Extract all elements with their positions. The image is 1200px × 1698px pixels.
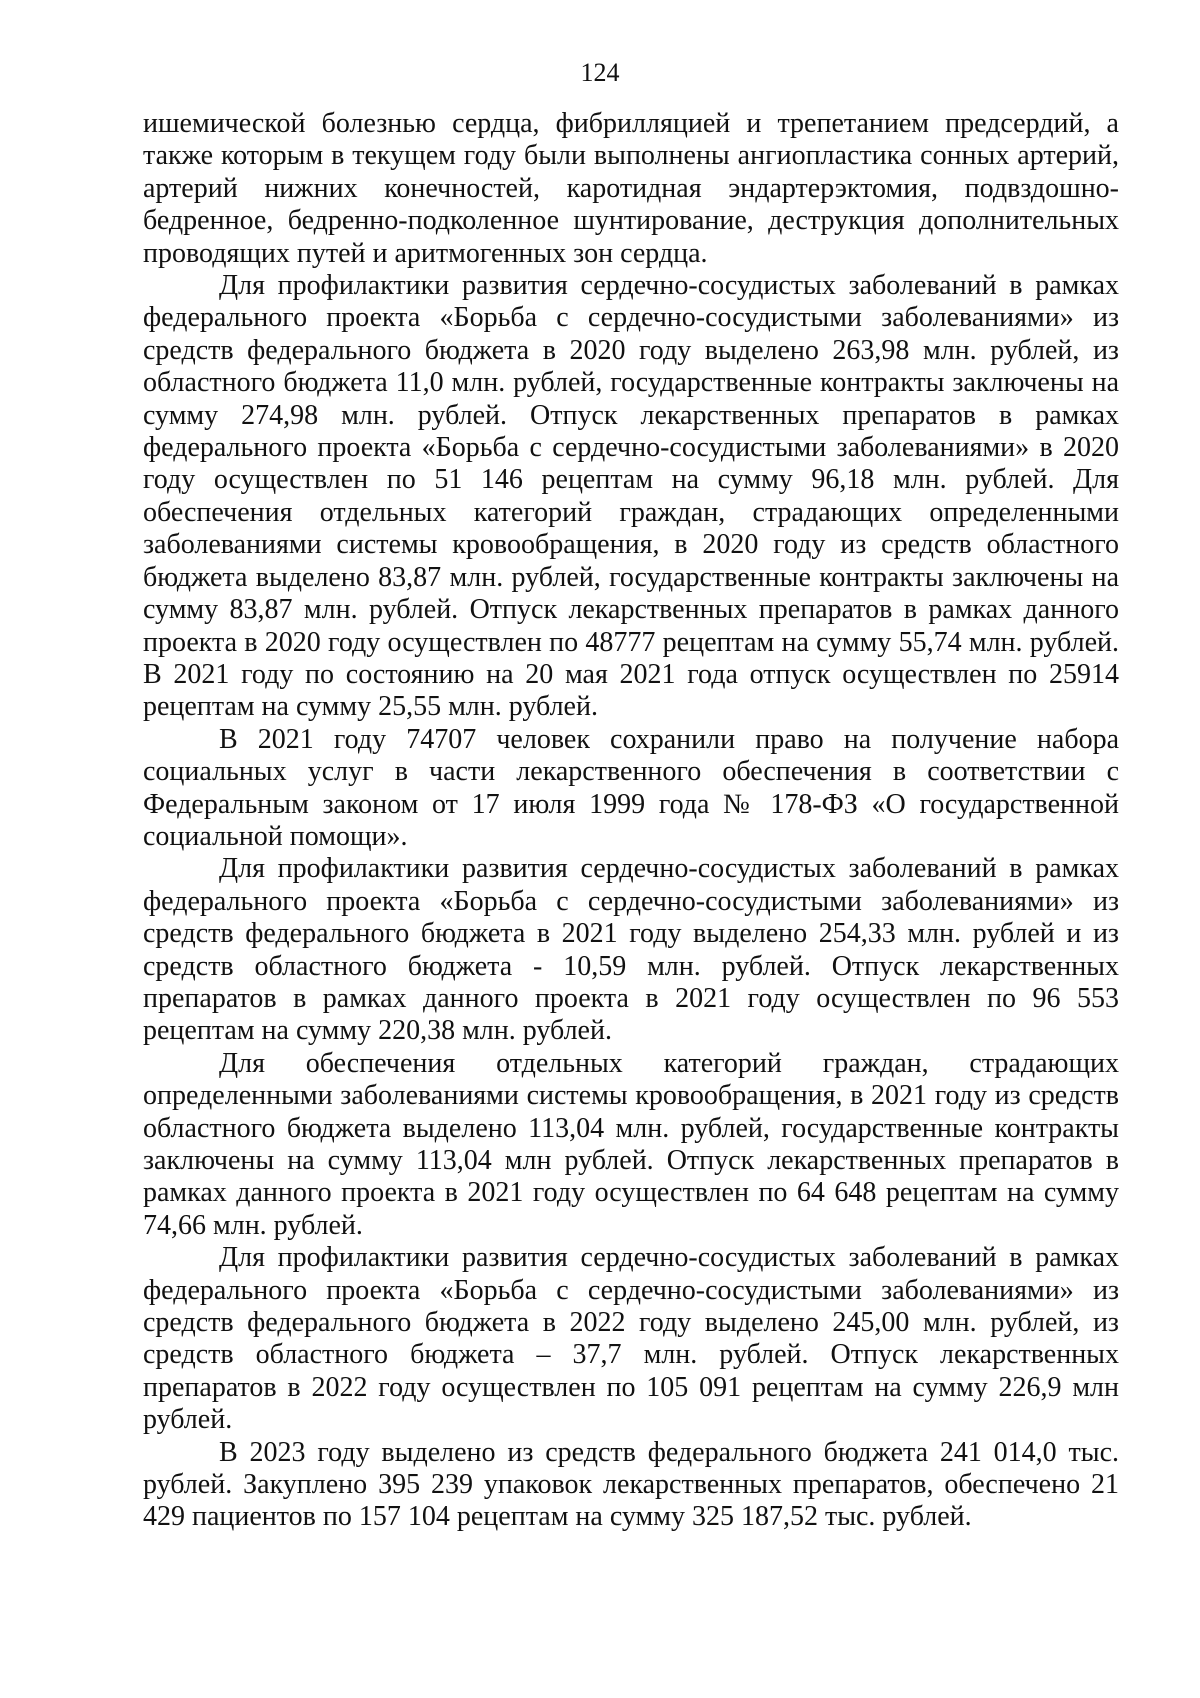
paragraph-2021-regional-funding: Для обеспечения отдельных категорий граждан, страдающих определенными заболеваниями системы кровообращения, в 2021 году из средств областного бюджета выделено 113,04 млн. рублей, государственные контракты заключены на сумму 113,04 млн рублей. Отпуск лекарственных препаратов в рамках данного проекта в 2021 году осуществлен по 64 648 рецептам на сумму 74,66 млн. рублей. <box>143 1047 1119 1241</box>
page-number: 124 <box>580 58 620 87</box>
paragraph-2023-federal-funding: В 2023 году выделено из средств федерального бюджета 241 014,0 тыс. рублей. Закуплено 395 239 упаковок лекарственных препаратов, обеспечено 21 429 пациентов по 157 104 рецептам на сумму 325 187,52 тыс. рублей. <box>143 1436 1119 1533</box>
paragraph-continuation: ишемической болезнью сердца, фибрилляцией и трепетанием предсердий, а также которым в текущем году были выполнены ангиопластика сонных артерий, артерий нижних конечностей, каротидная эндартерэктомия, подвздошно-бедренное, бедренно-подколенное шунтирование, деструкция дополнительных проводящих путей и аритмогенных зон сердца. <box>143 108 1119 269</box>
paragraph-2021-social-services: В 2021 году 74707 человек сохранили право на получение набора социальных услуг в части лекарственного обеспечения в соответствии с Федеральным законом от 17 июля 1999 года № 178-ФЗ «О государственной социальной помощи». <box>143 723 1119 852</box>
paragraph-2020-federal-funding: Для профилактики развития сердечно-сосудистых заболеваний в рамках федерального проекта «Борьба с сердечно-сосудистыми заболеваниями» из средств федерального бюджета в 2020 году выделено 263,98 млн. рублей, из областного бюджета 11,0 млн. рублей, государственные контракты заключены на сумму 274,98 млн. рублей. Отпуск лекарственных препаратов в рамках федерального проекта «Борьба с сердечно-сосудистыми заболеваниями» в 2020 году осуществлен по 51 146 рецептам на сумму 96,18 млн. рублей. Для обеспечения отдельных категорий граждан, страдающих определенными заболеваниями системы кровообращения, в 2020 году из средств областного бюджета выделено 83,87 млн. рублей, государственные контракты заключены на сумму 83,87 млн. рублей. Отпуск лекарственных препаратов в рамках данного проекта в 2020 году осуществлен по 48777 рецептам на сумму 55,74 млн. рублей. В 2021 году по состоянию на 20 мая 2021 года отпуск осуществлен по 25914 рецептам на сумму 25,55 млн. рублей. <box>143 270 1119 723</box>
paragraph-2022-federal-funding: Для профилактики развития сердечно-сосудистых заболеваний в рамках федерального проекта «Борьба с сердечно-сосудистыми заболеваниями» из средств федерального бюджета в 2022 году выделено 245,00 млн. рублей, из средств областного бюджета – 37,7 млн. рублей. Отпуск лекарственных препаратов в 2022 году осуществлен по 105 091 рецептам на сумму 226,9 млн рублей. <box>143 1242 1119 1436</box>
document-body <box>143 108 1119 1534</box>
paragraph-2021-federal-funding: Для профилактики развития сердечно-сосудистых заболеваний в рамках федерального проекта «Борьба с сердечно-сосудистыми заболеваниями» из средств федерального бюджета в 2021 году выделено 254,33 млн. рублей и из средств областного бюджета - 10,59 млн. рублей. Отпуск лекарственных препаратов в рамках данного проекта в 2021 году осуществлен по 96 553 рецептам на сумму 220,38 млн. рублей. <box>143 853 1119 1047</box>
